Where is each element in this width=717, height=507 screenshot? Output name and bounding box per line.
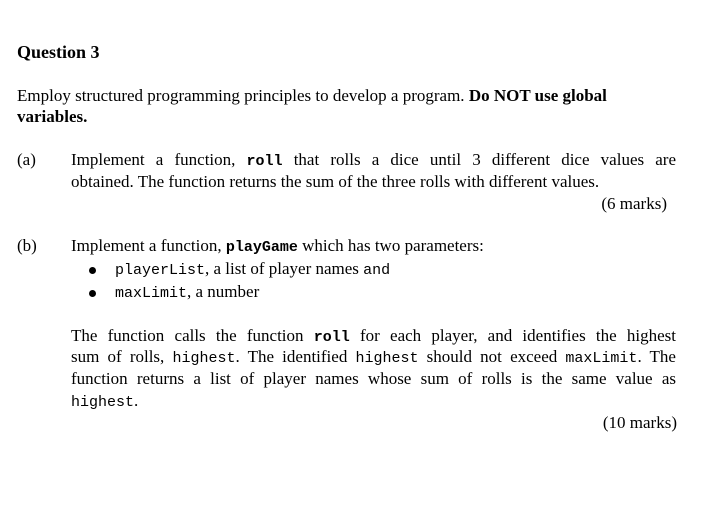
part-b-line-1 <box>71 236 484 256</box>
para-text: function returns a list of player names whose sum of rolls is the same value as <box>71 369 676 388</box>
highest-var: highest <box>355 350 419 367</box>
para-text: . The identified <box>235 347 356 366</box>
part-a-label: (a) <box>17 150 36 169</box>
intro-line-1 <box>17 86 677 106</box>
bullet-item-maxlimit <box>115 282 259 302</box>
highest-var: highest <box>172 350 236 367</box>
para-text: for each player, and identifies the highest <box>349 326 676 345</box>
part-a-marks: (6 marks) <box>601 194 667 213</box>
para-text: The function calls the function <box>71 326 314 345</box>
bullet-text: , a number <box>187 282 260 301</box>
part-b-para-line-2 <box>71 347 676 367</box>
part-b-para-line-3 <box>71 369 676 389</box>
part-a-text: Implement a function, <box>71 150 247 169</box>
part-b-para-line-4 <box>71 391 138 411</box>
maxlimit-param: maxLimit <box>115 285 188 302</box>
part-a-line-2: obtained. The function returns the sum of the three rolls with different values. <box>71 172 600 191</box>
part-a-line-1 <box>71 150 676 170</box>
bullet-icon <box>89 267 96 274</box>
part-b-marks: (10 marks) <box>602 413 677 432</box>
maxlimit-var: maxLimit <box>565 350 638 367</box>
and-word: and <box>363 262 391 279</box>
playgame-function-name: playGame <box>225 239 298 256</box>
para-text: should not exceed <box>418 347 566 366</box>
part-b-label: (b) <box>17 236 37 255</box>
question-title: Question 3 <box>17 42 100 62</box>
intro-text: Employ structured programming principles to develop a program. <box>17 86 469 105</box>
playerlist-param: playerList <box>115 262 206 279</box>
part-b-text: which has two parameters: <box>297 236 484 255</box>
roll-function-name: roll <box>313 329 350 346</box>
highest-var: highest <box>71 394 135 411</box>
bullet-item-playerlist <box>115 259 390 279</box>
intro-bold-text: Do NOT use global <box>468 86 607 105</box>
intro-line-2: variables. <box>17 107 88 126</box>
part-b-text: Implement a function, <box>71 236 226 255</box>
part-a-text: that rolls a dice until 3 different dice values are <box>282 150 677 169</box>
para-text: . The <box>637 347 676 366</box>
bullet-icon <box>89 290 96 297</box>
part-b-para-line-1 <box>71 326 676 346</box>
para-text: sum of rolls, <box>71 347 173 366</box>
roll-function-name: roll <box>246 153 283 170</box>
para-text: . <box>134 391 139 410</box>
bullet-text: , a list of player names <box>205 259 364 278</box>
